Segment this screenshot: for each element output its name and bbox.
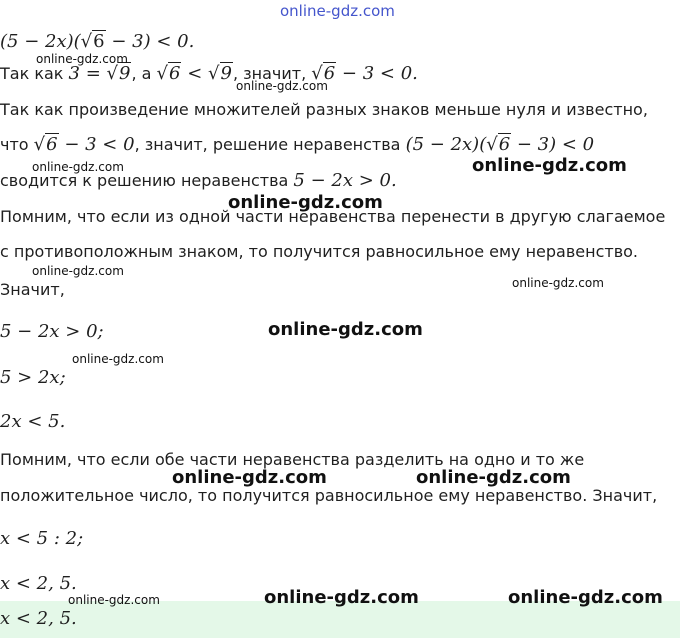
step-5: x < 2, 5. <box>0 573 77 594</box>
watermark: online-gdz.com <box>264 587 419 608</box>
watermark: online-gdz.com <box>416 467 571 488</box>
site-header: online-gdz.com <box>280 2 395 20</box>
watermark: online-gdz.com <box>268 319 423 340</box>
paragraph3-line1: Помним, что если обе части неравенства разделить на одно и то же <box>0 450 585 469</box>
step-1: 5 − 2x > 0; <box>0 321 104 342</box>
watermark: online-gdz.com <box>228 192 383 213</box>
watermark: online-gdz.com <box>36 52 128 66</box>
comparison-line: Так как 3 = √9, а √6 < √9, значит, √6 − 3 < 0. <box>0 63 418 84</box>
step-4: x < 5 : 2; <box>0 528 84 549</box>
paragraph1-line3: сводится к решению неравенства 5 − 2x > 0. <box>0 170 397 191</box>
paragraph2-line3: Значит, <box>0 280 65 299</box>
watermark: online-gdz.com <box>508 587 663 608</box>
paragraph1-line2: что √6 − 3 < 0, значит, решение неравенства (5 − 2x)(√6 − 3) < 0 <box>0 134 595 155</box>
step-2: 5 > 2x; <box>0 367 66 388</box>
watermark: online-gdz.com <box>32 264 124 278</box>
watermark: online-gdz.com <box>172 467 327 488</box>
sqrt-symbol: √ <box>80 31 93 52</box>
watermark: online-gdz.com <box>72 352 164 366</box>
main-inequality: (5 − 2x)(√6 − 3) < 0. <box>0 31 195 52</box>
paragraph2-line2: с противоположным знаком, то получится равносильное ему неравенство. <box>0 242 639 261</box>
paragraph2-line1: Помним, что если из одной части неравенства перенести в другую слагаемое <box>0 207 666 226</box>
watermark: online-gdz.com <box>472 155 627 176</box>
answer: x < 2, 5. <box>0 608 77 629</box>
watermark: online-gdz.com <box>32 160 124 174</box>
watermark: online-gdz.com <box>68 593 160 607</box>
watermark: online-gdz.com <box>236 79 328 93</box>
watermark: online-gdz.com <box>512 276 604 290</box>
step-3: 2x < 5. <box>0 411 66 432</box>
paragraph1-line1: Так как произведение множителей разных знаков меньше нуля и известно, <box>0 100 648 119</box>
paragraph3-line2: положительное число, то получится равносильное ему неравенство. Значит, <box>0 486 658 505</box>
